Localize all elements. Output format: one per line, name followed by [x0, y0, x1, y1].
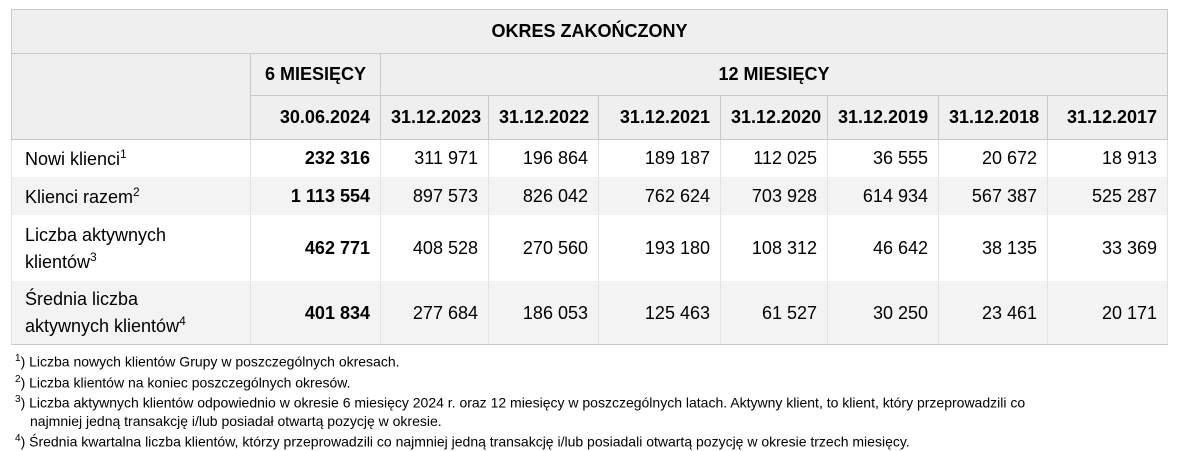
date-header: 31.12.2021 — [599, 96, 721, 140]
row-label: Średnia liczba aktywnych klientów$^4$ — [12, 281, 251, 345]
value-cell: 703 928 — [721, 177, 828, 215]
footnote: $^3$) Liczba aktywnych klientów odpowiednio w okresie 6 miesięcy 2024 r. oraz 12 miesięcy w poszczególnych latach. Aktywny klient, to klient, który przeprowadzili co — [15, 394, 1026, 411]
value-cell: 20 672 — [939, 140, 1048, 178]
value-cell: 193 180 — [599, 215, 721, 281]
value-cell: 38 135 — [939, 215, 1048, 281]
value-cell: 614 934 — [828, 177, 939, 215]
value-cell: 762 624 — [599, 177, 721, 215]
value-cell: 189 187 — [599, 140, 721, 178]
value-cell: 112 025 — [721, 140, 828, 178]
value-cell: 311 971 — [381, 140, 489, 178]
row-label: Klienci razem$^2$ — [12, 177, 251, 215]
footnote-continuation: najmniej jedną transakcję i/lub posiadał otwartą pozycję w okresie. — [30, 412, 442, 429]
row-label: Nowi klienci$^1$ — [12, 140, 251, 178]
group-6-months: 6 MIESIĘCY — [251, 54, 381, 96]
table-row — [12, 140, 1168, 178]
footnote: $^1$) Liczba nowych klientów Grupy w poszczególnych okresach. — [15, 353, 400, 370]
value-cell: 108 312 — [721, 215, 828, 281]
footnote: $^4$) Średnia kwartalna liczba klientów, którzy przeprowadzili co najmniej jedną transakcję i/lub posiadali otwartą pozycję w okresie trzech miesięcy. — [15, 432, 910, 450]
value-cell: 826 042 — [489, 177, 599, 215]
value-cell: 567 387 — [939, 177, 1048, 215]
value-cell: 186 053 — [489, 281, 599, 345]
date-header: 31.12.2020 — [721, 96, 828, 140]
value-cell: 23 461 — [939, 281, 1048, 345]
period-title: OKRES ZAKOŃCZONY — [12, 10, 1168, 54]
value-cell: 61 527 — [721, 281, 828, 345]
footnote: $^2$) Liczba klientów na koniec poszczególnych okresów. — [15, 373, 351, 391]
value-cell: 462 771 — [251, 215, 381, 281]
table-row — [12, 177, 1168, 215]
footnotes — [15, 350, 1165, 451]
value-cell: 270 560 — [489, 215, 599, 281]
value-cell: 897 573 — [381, 177, 489, 215]
value-cell: 196 864 — [489, 140, 599, 178]
value-cell: 232 316 — [251, 140, 381, 178]
header-group-row — [12, 54, 1168, 96]
date-header: 30.06.2024 — [251, 96, 381, 140]
value-cell: 18 913 — [1048, 140, 1168, 178]
row-label: Liczba aktywnych klientów$^3$ — [12, 215, 251, 281]
value-cell: 125 463 — [599, 281, 721, 345]
date-header: 31.12.2023 — [381, 96, 489, 140]
value-cell: 33 369 — [1048, 215, 1168, 281]
date-header: 31.12.2022 — [489, 96, 599, 140]
value-cell: 30 250 — [828, 281, 939, 345]
value-cell: 46 642 — [828, 215, 939, 281]
header-blank-cell — [12, 54, 251, 140]
clients-table-section — [11, 9, 1167, 345]
value-cell: 20 171 — [1048, 281, 1168, 345]
date-header: 31.12.2019 — [828, 96, 939, 140]
value-cell: 36 555 — [828, 140, 939, 178]
value-cell: 277 684 — [381, 281, 489, 345]
clients-table — [11, 9, 1168, 345]
group-12-months: 12 MIESIĘCY — [381, 54, 1168, 96]
value-cell: 401 834 — [251, 281, 381, 345]
value-cell: 525 287 — [1048, 177, 1168, 215]
value-cell: 1 113 554 — [251, 177, 381, 215]
date-header: 31.12.2018 — [939, 96, 1048, 140]
table-row — [12, 215, 1168, 281]
header-title-row — [12, 10, 1168, 54]
table-row — [12, 281, 1168, 345]
date-header: 31.12.2017 — [1048, 96, 1168, 140]
value-cell: 408 528 — [381, 215, 489, 281]
